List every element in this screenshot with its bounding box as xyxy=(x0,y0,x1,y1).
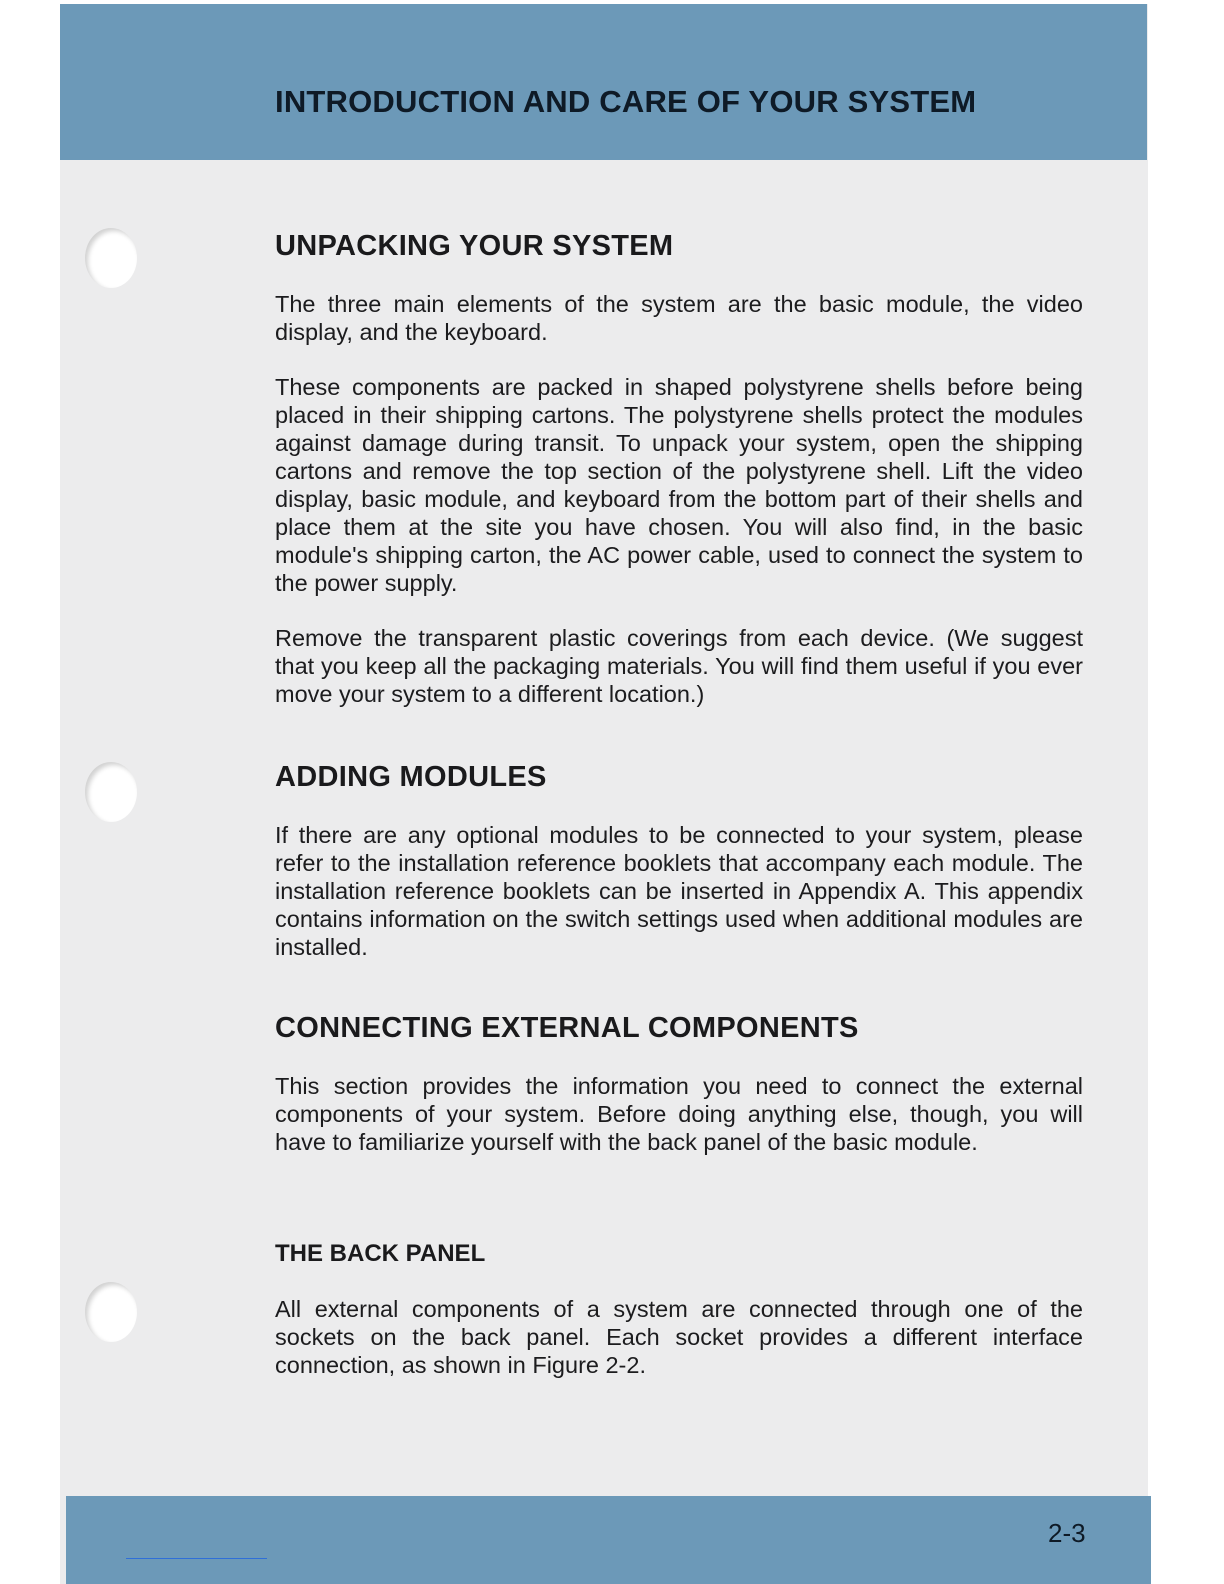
footer-band xyxy=(66,1496,1151,1584)
subsection-heading: THE BACK PANEL xyxy=(275,1240,486,1267)
paragraph: These components are packed in shaped polystyrene shells before being placed in their shipping cartons. The polystyrene shells protect the modules against damage during transit. To unpack your system, open the shipping cartons and remove the top section of the polystyrene shell. Lift the video display, basic module, and keyboard from the bottom part of their shells and place them at the site you have chosen. You will also find, in the basic module's shipping carton, the AC power cable, used to connect the system to the power supply. xyxy=(275,374,1083,596)
header-band xyxy=(60,4,1147,160)
footer-rule xyxy=(126,1558,267,1559)
binder-hole-bottom xyxy=(85,1282,137,1342)
section-heading: UNPACKING YOUR SYSTEM xyxy=(275,230,674,262)
section-adding-modules xyxy=(275,761,1083,961)
section-unpacking xyxy=(275,230,1083,708)
section-heading: CONNECTING EXTERNAL COMPONENTS xyxy=(275,1012,859,1044)
paragraph: The three main elements of the system are the basic module, the video display, and the keyboard. xyxy=(275,291,1083,345)
binder-hole-top xyxy=(85,228,137,288)
binder-hole-middle xyxy=(85,762,137,822)
paragraph: All external components of a system are connected through one of the sockets on the back panel. Each socket provides a different interface connection, as shown in Figure 2-2. xyxy=(275,1296,1083,1378)
section-heading: ADDING MODULES xyxy=(275,761,547,793)
page-number: 2-3 xyxy=(1048,1518,1086,1548)
page-header-title: INTRODUCTION AND CARE OF YOUR SYSTEM xyxy=(275,84,977,119)
paragraph: If there are any optional modules to be connected to your system, please refer to the installation reference booklets that accompany each module. The installation reference booklets can be inserted in Appendix A. This appendix contains information on the switch settings used when additional modules are installed. xyxy=(275,822,1083,960)
paragraph: This section provides the information you need to connect the external components of your system. Before doing anything else, though, you will have to familiarize yourself with the back panel of the basic module. xyxy=(275,1073,1083,1155)
section-back-panel xyxy=(275,1240,1083,1379)
paragraph: Remove the transparent plastic coverings from each device. (We suggest that you keep all the packaging materials. You will find them useful if you ever move your system to a different location.) xyxy=(275,625,1083,707)
section-connecting-external xyxy=(275,1012,1083,1156)
